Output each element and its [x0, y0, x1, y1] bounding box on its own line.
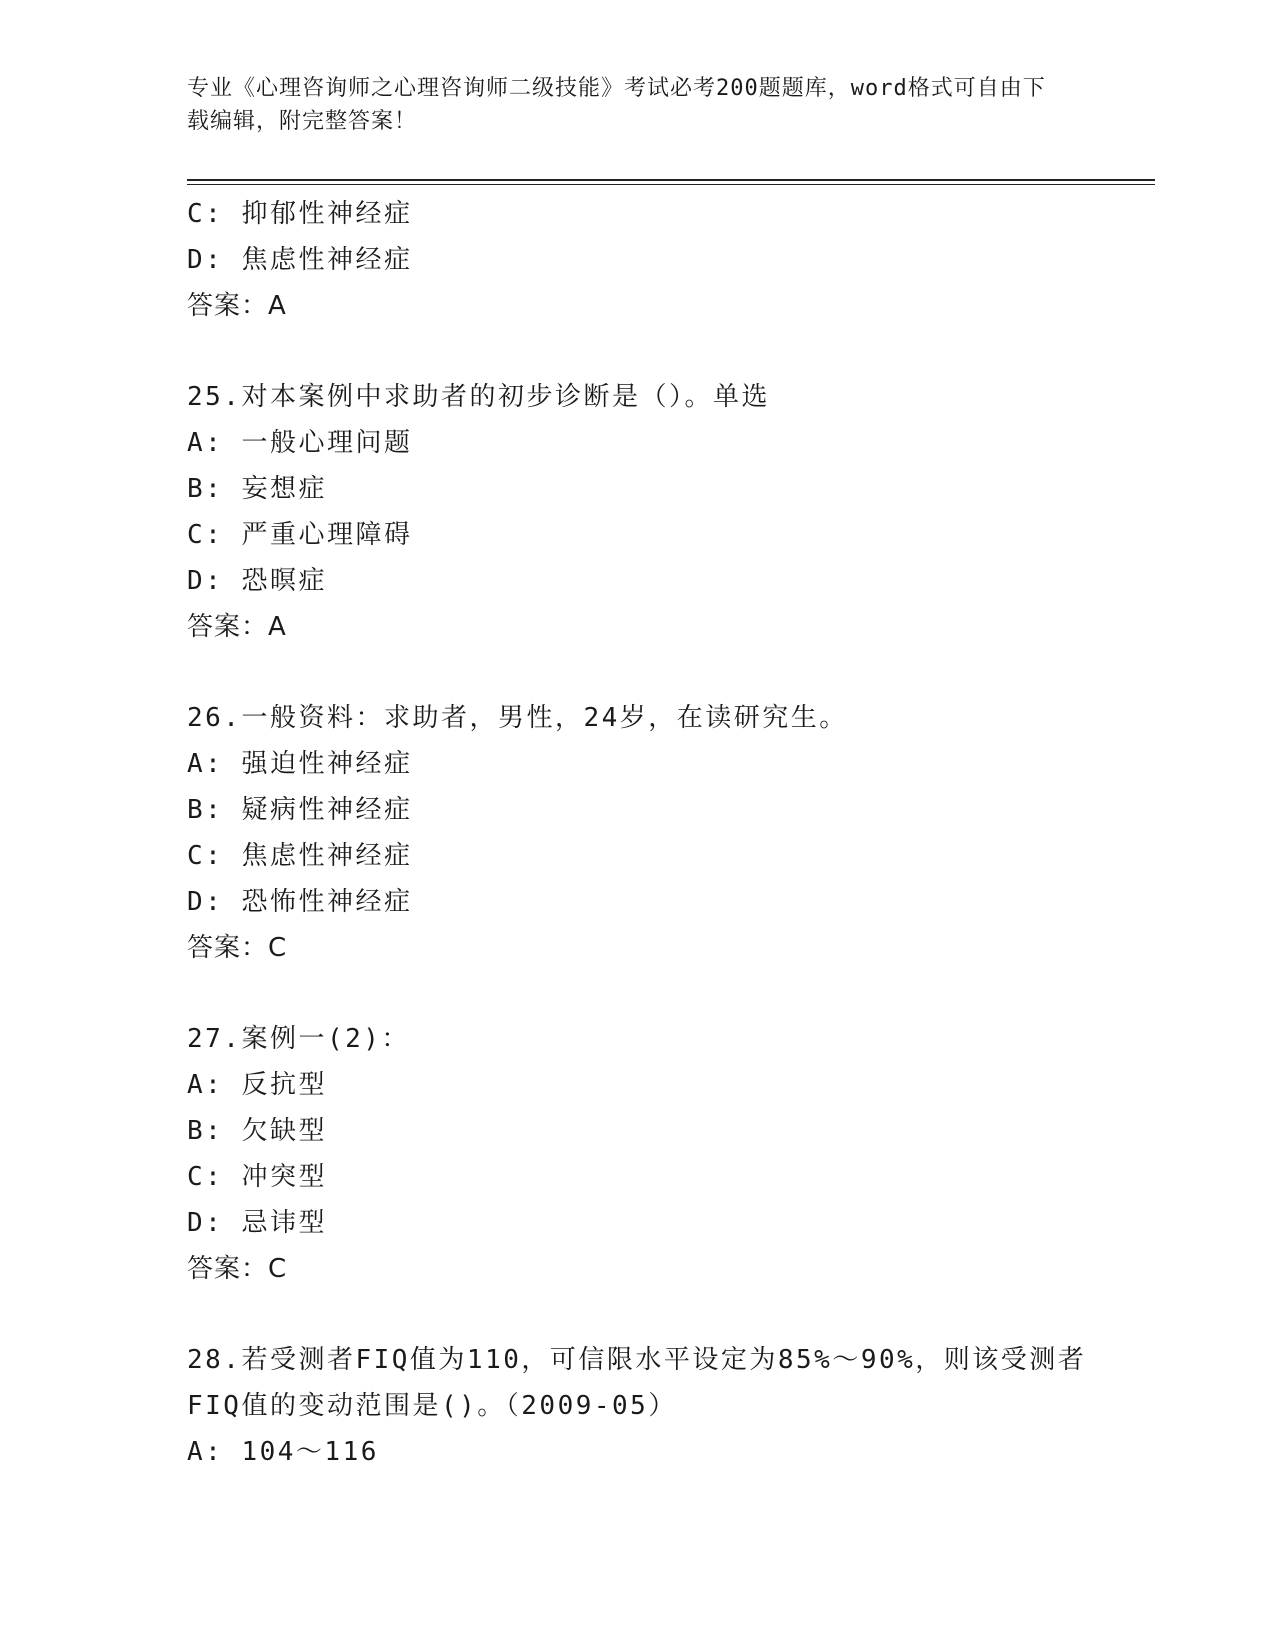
option-b: B: 欠缺型	[187, 1116, 327, 1146]
document-header: 专业《心理咨询师之心理咨询师二级技能》考试必考200题题库，word格式可自由下载编辑，附完整答案！	[187, 76, 1046, 134]
option-c: C: 焦虑性神经症	[187, 841, 413, 871]
option-a: A: 一般心理问题	[187, 428, 413, 458]
option-d: D: 忌讳型	[187, 1208, 327, 1238]
question-text: 28.若受测者FIQ值为110，可信限水平设定为85%～90%，则该受测者FIQ值的变动范围是()。（2009-05）	[187, 1345, 1087, 1421]
option-c: C: 冲突型	[187, 1162, 327, 1192]
question-25	[187, 374, 1087, 650]
option-a: A: 反抗型	[187, 1070, 327, 1100]
question-text: 25.对本案例中求助者的初步诊断是（）。单选	[187, 382, 770, 412]
question-27	[187, 1016, 1087, 1292]
answer: 答案：A	[187, 612, 287, 642]
option-d: D: 恐怖性神经症	[187, 887, 413, 917]
answer: 答案：A	[187, 291, 287, 321]
question-26	[187, 695, 1087, 971]
option-b: B: 疑病性神经症	[187, 795, 413, 825]
question-text: 27.案例一(2)：	[187, 1024, 410, 1054]
question-list	[187, 191, 1087, 1475]
answer: 答案：C	[187, 933, 288, 963]
header-divider-thin	[187, 184, 1155, 185]
option-d: D: 焦虑性神经症	[187, 245, 413, 275]
option-b: B: 妄想症	[187, 474, 327, 504]
answer: 答案：C	[187, 1254, 288, 1284]
question-28	[187, 1337, 1087, 1475]
question-24	[187, 191, 1087, 329]
header-divider-thick	[187, 179, 1155, 181]
option-c: C: 抑郁性神经症	[187, 199, 413, 229]
option-a: A: 104～116	[187, 1437, 379, 1467]
question-text: 26.一般资料：求助者，男性，24岁，在读研究生。	[187, 703, 848, 733]
option-d: D: 恐暝症	[187, 566, 327, 596]
option-a: A: 强迫性神经症	[187, 749, 413, 779]
option-c: C: 严重心理障碍	[187, 520, 413, 550]
